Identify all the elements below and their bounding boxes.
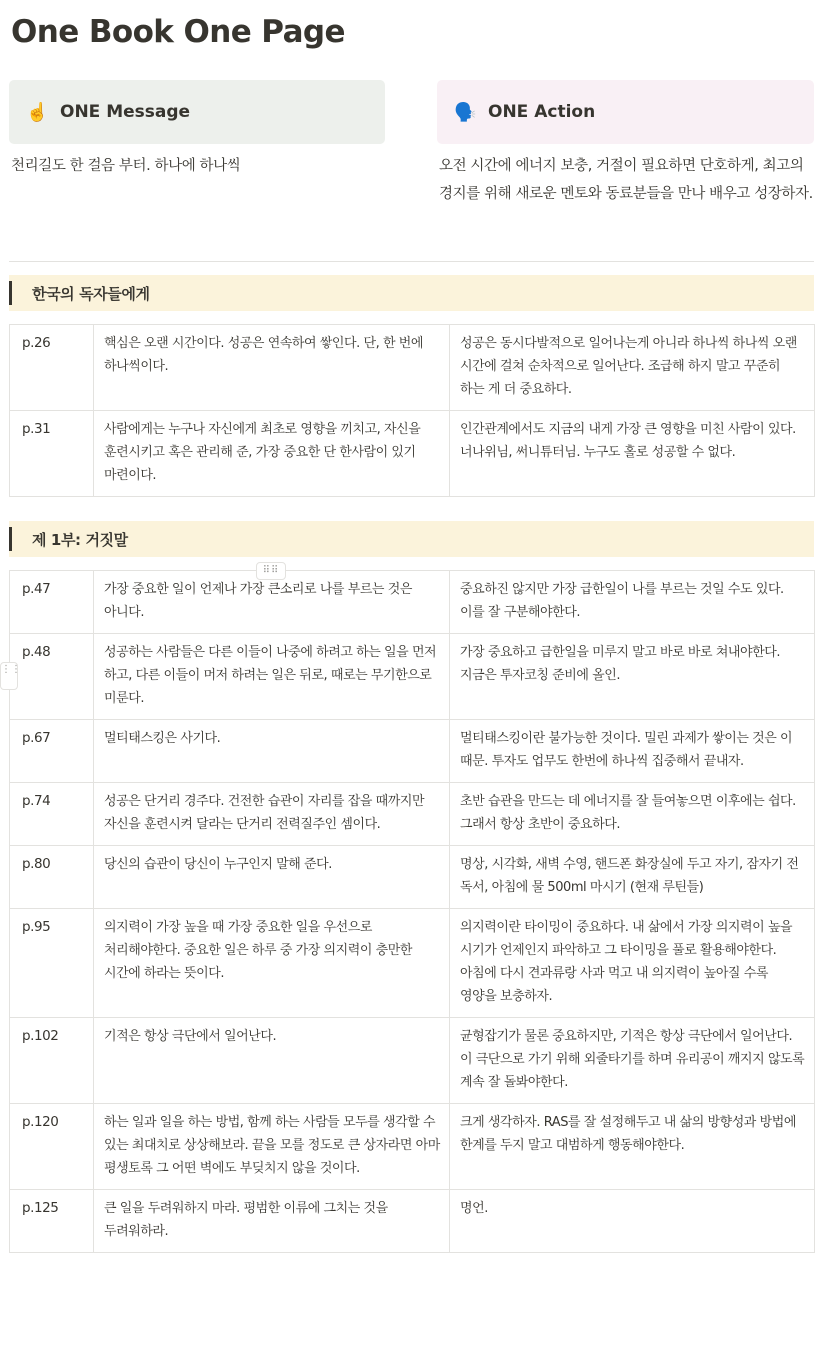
note-cell[interactable]: 중요하진 않지만 가장 급한일이 나를 부르는 것일 수도 있다. 이를 잘 구분해야한다. — [450, 571, 815, 634]
page-ref-cell[interactable]: p.26 — [10, 325, 94, 411]
quote-cell[interactable]: 당신의 습관이 당신이 누구인지 말해 준다. — [94, 846, 450, 909]
page-ref-cell[interactable]: p.80 — [10, 846, 94, 909]
quote-bar — [9, 527, 12, 551]
note-cell[interactable]: 크게 생각하자. RAS를 잘 설정해두고 내 삶의 방향성과 방법에 한계를 두지 말고 대범하게 행동해야한다. — [450, 1104, 815, 1190]
note-cell[interactable]: 명상, 시각화, 새벽 수영, 핸드폰 화장실에 두고 자기, 잠자기 전 독서, 아침에 물 500ml 마시기 (현재 루틴들) — [450, 846, 815, 909]
table-row — [10, 909, 815, 1018]
one-action-text[interactable]: 오전 시간에 에너지 보충, 거절이 필요하면 단호하게, 최고의 경지를 위해 새로운 멘토와 동료분들을 만나 배우고 성장하자. — [439, 158, 813, 202]
note-cell[interactable]: 균형잡기가 물론 중요하지만, 기적은 항상 극단에서 일어난다. 이 극단으로 가기 위해 외줄타기를 하며 유리공이 깨지지 않도록 계속 잘 돌봐야한다. — [450, 1018, 815, 1104]
table-row — [10, 783, 815, 846]
one-message-callout — [9, 80, 385, 144]
quote-cell[interactable]: 핵심은 오랜 시간이다. 성공은 연속하여 쌓인다. 단, 한 번에 하나씩이다. — [94, 325, 450, 411]
notes-table-korean-readers — [9, 324, 815, 497]
notes-table-part-one — [9, 570, 815, 1253]
page-ref-cell[interactable]: p.31 — [10, 411, 94, 497]
section-heading-label: 제 1부: 거짓말 — [32, 530, 128, 549]
quote-cell[interactable]: 성공하는 사람들은 다른 이들이 나중에 하려고 하는 일을 먼저 하고, 다른 이들이 머저 하려는 일은 뒤로, 때로는 무기한으로 미룬다. — [94, 634, 450, 720]
table-row — [10, 571, 815, 634]
note-cell[interactable]: 명언. — [450, 1190, 815, 1253]
section-heading-korean-readers[interactable] — [9, 275, 814, 311]
quote-cell[interactable]: 사람에게는 누구나 자신에게 최초로 영향을 끼치고, 자신을 훈련시키고 혹은 관리해 준, 가장 중요한 단 한사람이 있기 마련이다. — [94, 411, 450, 497]
speaking-head-icon: 🗣️ — [454, 101, 477, 123]
page-ref-cell[interactable]: p.125 — [10, 1190, 94, 1253]
page-ref-cell[interactable]: p.102 — [10, 1018, 94, 1104]
quote-cell[interactable]: 멀티태스킹은 사기다. — [94, 720, 450, 783]
quote-cell[interactable]: 큰 일을 두려워하지 마라. 평범한 이류에 그치는 것을 두려워하라. — [94, 1190, 450, 1253]
page-ref-cell[interactable]: p.48 — [10, 634, 94, 720]
quote-cell[interactable]: 기적은 항상 극단에서 일어난다. — [94, 1018, 450, 1104]
one-message-text[interactable]: 천리길도 한 걸음 부터. 하나에 하나씩 — [11, 158, 241, 174]
table-row — [10, 846, 815, 909]
note-cell[interactable]: 가장 중요하고 급한일을 미루지 말고 바로 바로 쳐내야한다. 지금은 투자코칭 준비에 올인. — [450, 634, 815, 720]
quote-cell[interactable]: 가장 중요한 일이 언제나 가장 큰소리로 나를 부르는 것은 아니다. — [94, 571, 450, 634]
divider — [9, 261, 814, 262]
table-row — [10, 411, 815, 497]
column-drag-handle-icon[interactable]: ⠿⠿ — [256, 562, 286, 580]
quote-cell[interactable]: 성공은 단거리 경주다. 건전한 습관이 자리를 잡을 때까지만 자신을 훈련시켜 달라는 단거리 전력질주인 셈이다. — [94, 783, 450, 846]
one-action-callout — [437, 80, 814, 144]
table-row — [10, 325, 815, 411]
page-ref-cell[interactable]: p.74 — [10, 783, 94, 846]
note-cell[interactable]: 성공은 동시다발적으로 일어나는게 아니라 하나씩 하나씩 오랜 시간에 걸쳐 순차적으로 일어난다. 조급해 하지 말고 꾸준히 하는 게 더 중요하다. — [450, 325, 815, 411]
note-cell[interactable]: 초반 습관을 만드는 데 에너지를 잘 들여놓으면 이후에는 쉽다. 그래서 항상 초반이 중요하다. — [450, 783, 815, 846]
table-row — [10, 720, 815, 783]
page-ref-cell[interactable]: p.95 — [10, 909, 94, 1018]
note-cell[interactable]: 의지력이란 타이밍이 중요하다. 내 삶에서 가장 의지력이 높을 시기가 언제인지 파악하고 그 타이밍을 풀로 활용해야한다. 아침에 다시 견과류랑 사과 먹고 내 의지력이 높아질 수록 영양을 보충하자. — [450, 909, 815, 1018]
table-row — [10, 1018, 815, 1104]
page-ref-cell[interactable]: p.47 — [10, 571, 94, 634]
pointing-up-icon: ☝️ — [26, 101, 49, 123]
page-ref-cell[interactable]: p.67 — [10, 720, 94, 783]
table-row — [10, 634, 815, 720]
quote-cell[interactable]: 의지력이 가장 높을 때 가장 중요한 일을 우선으로 처리해야한다. 중요한 일은 하루 중 가장 의지력이 충만한 시간에 하라는 뜻이다. — [94, 909, 450, 1018]
one-action-label: ONE Action — [488, 102, 596, 122]
row-drag-handle-icon[interactable]: ⋮⋮ — [0, 662, 18, 690]
note-cell[interactable]: 인간관계에서도 지금의 내게 가장 큰 영향을 미친 사람이 있다. 너나위님, 써니튜터님. 누구도 홀로 성공할 수 없다. — [450, 411, 815, 497]
table-row — [10, 1190, 815, 1253]
page-title: One Book One Page — [11, 14, 345, 50]
table-row — [10, 1104, 815, 1190]
page-ref-cell[interactable]: p.120 — [10, 1104, 94, 1190]
note-cell[interactable]: 멀티태스킹이란 불가능한 것이다. 밀린 과제가 쌓이는 것은 이 때문. 투자도 업무도 한번에 하나씩 집중해서 끝내자. — [450, 720, 815, 783]
section-heading-label: 한국의 독자들에게 — [32, 284, 150, 303]
quote-bar — [9, 281, 12, 305]
section-heading-part-one[interactable] — [9, 521, 814, 557]
one-message-label: ONE Message — [60, 102, 191, 122]
quote-cell[interactable]: 하는 일과 일을 하는 방법, 함께 하는 사람들 모두를 생각할 수 있는 최대치로 상상해보라. 끝을 모를 정도로 큰 상자라면 아마 평생토록 그 어떤 벽에도 부딪치지 않을 것이다. — [94, 1104, 450, 1190]
